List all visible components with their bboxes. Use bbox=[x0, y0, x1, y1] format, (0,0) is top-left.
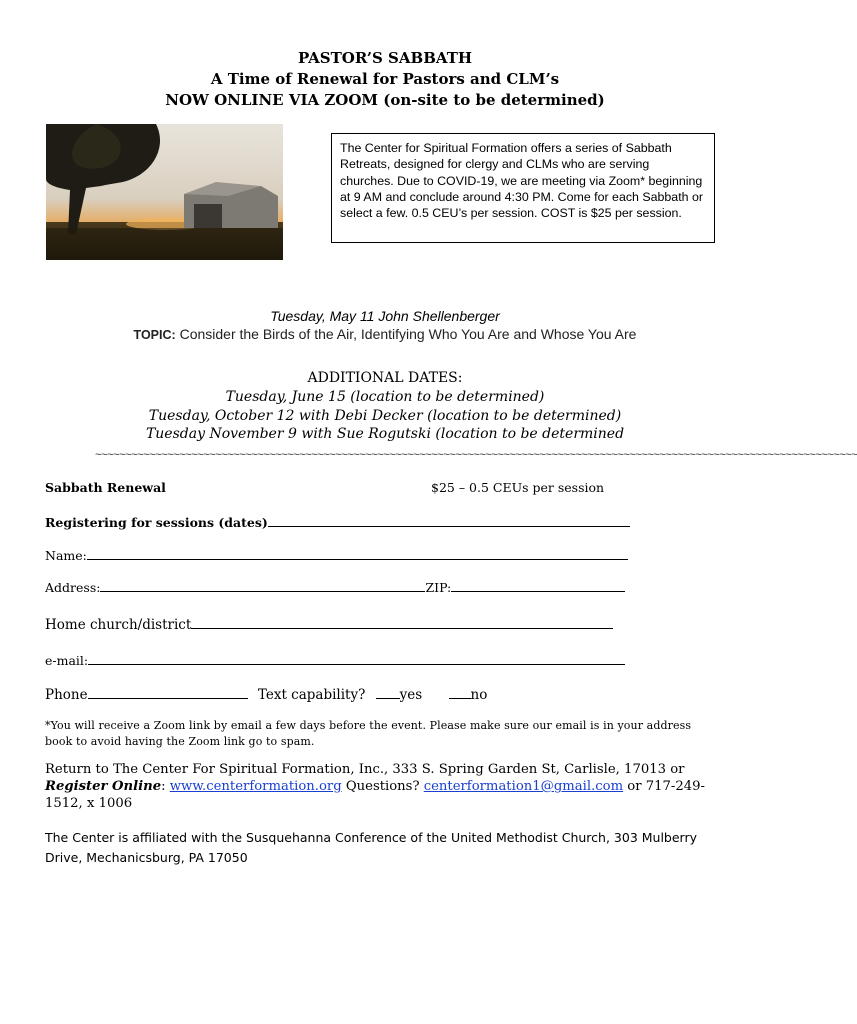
additional-dates-heading: ADDITIONAL DATES: bbox=[307, 370, 463, 386]
zip-label: ZIP: bbox=[425, 580, 452, 595]
email-link[interactable]: centerformation1@gmail.com bbox=[423, 779, 624, 794]
event-topic bbox=[0, 326, 770, 342]
name-row bbox=[45, 547, 628, 563]
additional-dates-list bbox=[0, 388, 770, 444]
zip-field[interactable] bbox=[451, 579, 625, 592]
email-label: e-mail: bbox=[45, 653, 89, 668]
description-box bbox=[331, 133, 715, 243]
name-label: Name: bbox=[45, 548, 87, 563]
phone-label: Phone bbox=[45, 687, 88, 703]
address-field[interactable] bbox=[100, 579, 425, 592]
tilde-separator: ~~~~~~~~~~~~~~~~~~~~~~~~~~~~~~~~~~~~~~~~~~~~~~~~~~~~~~~~~~~~~~~~~~~~~~~~~~~~~~~~~~~~~~~~~~~~~~~~~~~~~~~~~~~~~~~~~~~~~~~~~~~~~~~ bbox=[95, 450, 857, 462]
renewal-price: $25 – 0.5 CEUs per session bbox=[431, 480, 605, 495]
address-row bbox=[45, 579, 625, 595]
email-row bbox=[45, 652, 625, 668]
church-label: Home church/district bbox=[45, 617, 192, 633]
questions-label: Questions? bbox=[341, 779, 424, 794]
barn-sunset-photo bbox=[46, 124, 283, 260]
website-link[interactable]: www.centerformation.org bbox=[169, 779, 342, 794]
text-no-field[interactable] bbox=[449, 686, 471, 699]
text-yes-field[interactable] bbox=[376, 686, 400, 699]
return-instructions bbox=[45, 761, 725, 812]
renewal-label: Sabbath Renewal bbox=[45, 480, 166, 495]
online-notice: NOW ONLINE VIA ZOOM (on-site to be determined) bbox=[165, 91, 605, 109]
phone-row bbox=[45, 686, 487, 703]
church-field[interactable] bbox=[191, 616, 613, 629]
sessions-row bbox=[45, 514, 630, 530]
topic-label: TOPIC: bbox=[133, 328, 176, 342]
sessions-field[interactable] bbox=[268, 514, 630, 527]
phone-number: or 717-249-1512, x 1006 bbox=[45, 779, 705, 811]
subtitle: A Time of Renewal for Pastors and CLM’s bbox=[210, 70, 560, 88]
colon: : bbox=[161, 779, 170, 794]
church-row bbox=[45, 616, 613, 633]
additional-date: Tuesday November 9 with Sue Rogutski (location to be determined bbox=[145, 426, 625, 442]
phone-field[interactable] bbox=[88, 686, 248, 699]
additional-date: Tuesday, October 12 with Debi Decker (location to be determined) bbox=[148, 407, 622, 424]
event-date: Tuesday, May 11 John Shellenberger bbox=[270, 308, 500, 324]
zoom-note: *You will receive a Zoom link by email a few days before the event. Please make sure our email is in your address book to avoid having the Zoom link go to spam. bbox=[45, 719, 692, 748]
additional-date: Tuesday, June 15 (location to be determined) bbox=[225, 389, 545, 405]
text-capability-label: Text capability? bbox=[257, 687, 366, 703]
name-field[interactable] bbox=[87, 547, 628, 560]
no-label: no bbox=[470, 687, 488, 703]
address-label: Address: bbox=[45, 580, 101, 595]
return-prefix: Return to The Center For Spiritual Formation, Inc., 333 S. Spring Garden St, Carlisle, 17013 or bbox=[45, 762, 685, 777]
title: PASTOR’S SABBATH bbox=[297, 49, 473, 67]
email-field-extension[interactable] bbox=[302, 652, 625, 665]
description-text: The Center for Spiritual Formation offers a series of Sabbath Retreats, designed for clergy and CLMs who are serving churches. Due to COVID-19, we are meeting via Zoom* beginning at 9 AM and conclude around 4:30 PM. Come for each Sabbath or select a few. 0.5 CEU’s per session. COST is $25 per session. bbox=[340, 141, 703, 221]
document-header bbox=[0, 48, 770, 111]
yes-label: yes bbox=[399, 687, 423, 703]
register-online-label: Register Online bbox=[45, 779, 162, 794]
sessions-label: Registering for sessions (dates) bbox=[45, 515, 268, 530]
affiliation-text: The Center is affiliated with the Susquehanna Conference of the United Methodist Church, 303 Mulberry Drive, Mechanicsburg, PA 17050 bbox=[45, 830, 698, 865]
topic-text: Consider the Birds of the Air, Identifying Who You Are and Whose You Are bbox=[179, 326, 637, 342]
email-field[interactable] bbox=[88, 652, 302, 665]
